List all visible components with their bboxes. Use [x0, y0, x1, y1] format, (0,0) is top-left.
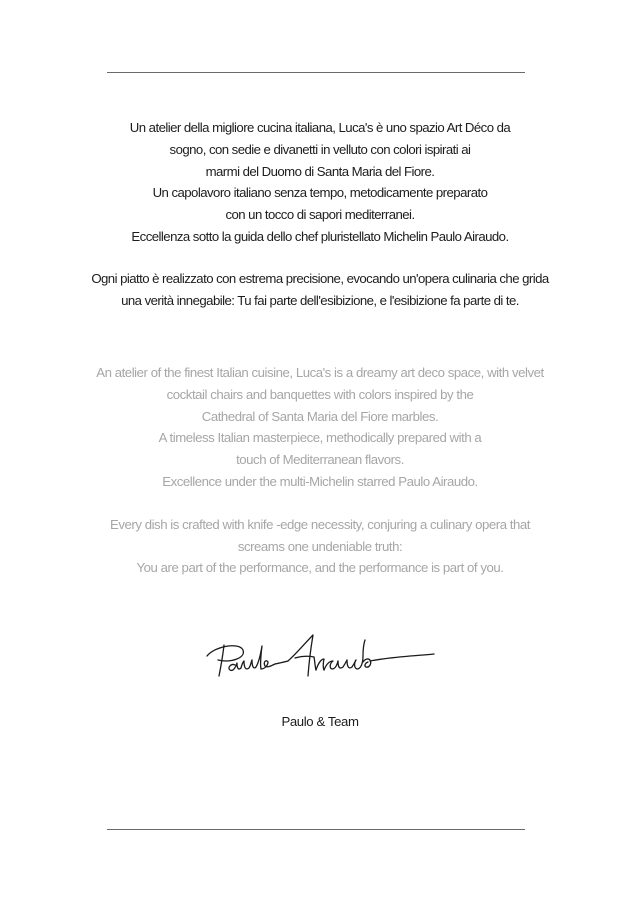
italian-paragraph-2 — [60, 268, 580, 312]
text-line: marmi del Duomo di Santa Maria del Fiore. — [205, 163, 435, 179]
english-text-block — [60, 362, 580, 579]
text-line: sogno, con sedie e divanetti in velluto con colori ispirati ai — [169, 141, 471, 157]
text-line: Eccellenza sotto la guida dello chef pluristellato Michelin Paulo Airaudo. — [131, 228, 509, 244]
text-line: una verità innegabile: Tu fai parte dell'esibizione, e l'esibizione fa parte di te. — [121, 292, 519, 308]
text-line: Un atelier della migliore cucina italiana, Luca's è uno spazio Art Déco da — [129, 120, 511, 135]
text-line: You are part of the performance, and the performance is part of you. — [136, 560, 504, 576]
text-line: An atelier of the finest Italian cuisine, Luca's is a dreamy art deco space, with velvet — [96, 365, 544, 380]
english-paragraph-1 — [60, 362, 580, 493]
text-line: Every dish is crafted with knife -edge necessity, conjuring a culinary opera that — [110, 516, 530, 532]
top-divider — [107, 72, 525, 73]
text-line: touch of Mediterranean flavors. — [236, 452, 404, 468]
text-line: Excellence under the multi-Michelin starred Paulo Airaudo. — [162, 473, 478, 489]
signoff-text: Paulo & Team — [281, 714, 359, 729]
bottom-divider — [107, 829, 525, 830]
text-line: con un tocco di sapori mediterranei. — [225, 207, 415, 223]
text-line: Cathedral of Santa Maria del Fiore marbles. — [201, 408, 439, 424]
italian-text-block — [60, 117, 580, 311]
english-paragraph-2 — [60, 514, 580, 579]
text-line: Ogni piatto è realizzato con estrema precisione, evocando un'opera culinaria che grida — [91, 270, 549, 286]
italian-paragraph-1 — [60, 117, 580, 248]
text-line: cocktail chairs and banquettes with colors inspired by the — [166, 386, 474, 402]
text-line: A timeless Italian masterpiece, methodically prepared with a — [158, 430, 482, 446]
text-line: Un capolavoro italiano senza tempo, metodicamente preparato — [152, 185, 488, 201]
text-line: screams one undeniable truth: — [237, 538, 403, 554]
signature-icon — [205, 632, 437, 692]
